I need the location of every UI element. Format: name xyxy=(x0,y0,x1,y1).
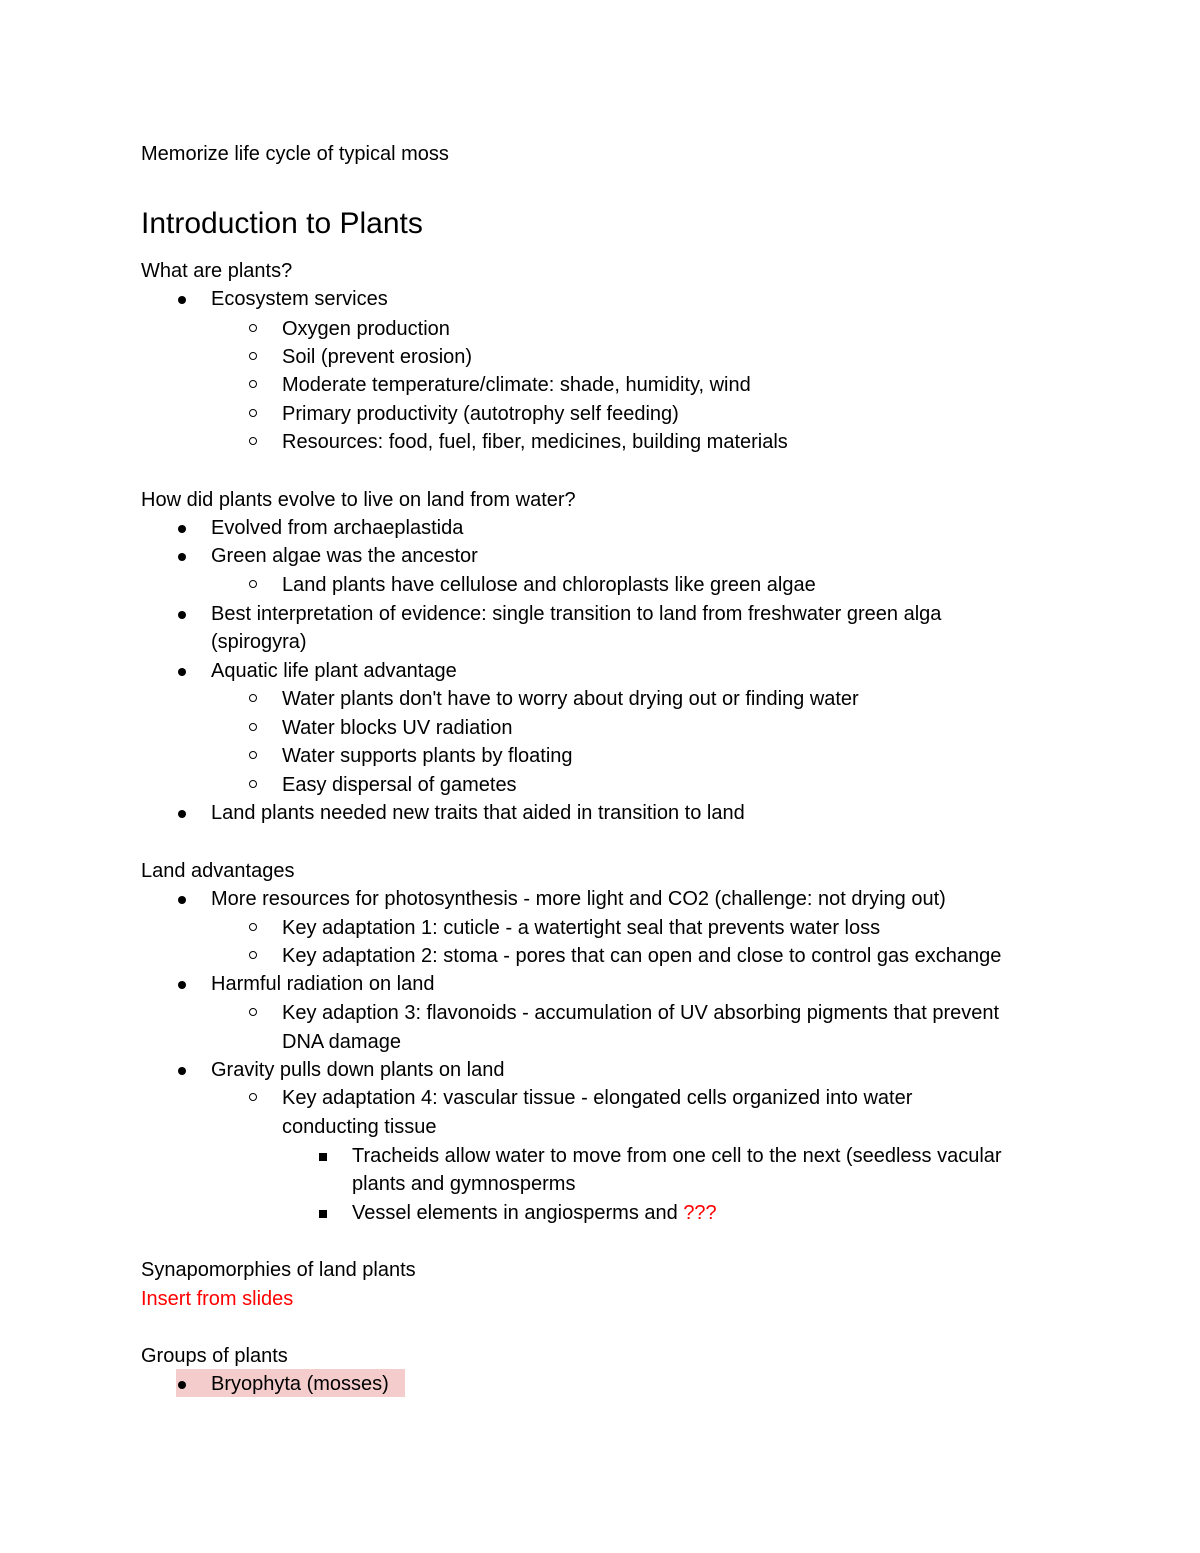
list-item: Ecosystem services xyxy=(211,288,388,310)
list-item: Oxygen production xyxy=(282,318,450,340)
bullet-circle-icon xyxy=(249,923,257,931)
list-item: Bryophyta (mosses) xyxy=(211,1373,389,1395)
list-item-continuation: plants and gymnosperms xyxy=(352,1173,576,1195)
bullet-circle-icon xyxy=(249,1008,257,1016)
list-item: Water plants don't have to worry about drying out or finding water xyxy=(282,688,859,710)
bullet-disc-icon xyxy=(178,525,186,533)
list-item: Gravity pulls down plants on land xyxy=(211,1059,505,1081)
list-item: Tracheids allow water to move from one cell to the next (seedless vacular xyxy=(352,1145,1002,1167)
bullet-circle-icon xyxy=(249,352,257,360)
bullet-circle-icon xyxy=(249,780,257,788)
bullet-circle-icon xyxy=(249,751,257,759)
bullet-circle-icon xyxy=(249,694,257,702)
list-item: More resources for photosynthesis - more light and CO2 (challenge: not drying out) xyxy=(211,888,946,910)
list-item: Green algae was the ancestor xyxy=(211,545,478,567)
list-item xyxy=(352,1199,717,1227)
page-title: Introduction to Plants xyxy=(141,207,423,240)
list-item: Key adaptation 1: cuticle - a watertight seal that prevents water loss xyxy=(282,917,881,939)
section-question-groups: Groups of plants xyxy=(141,1345,288,1367)
bullet-disc-icon xyxy=(178,668,186,676)
bullet-circle-icon xyxy=(249,324,257,332)
list-item: Key adaption 3: flavonoids - accumulation of UV absorbing pigments that prevent xyxy=(282,1002,1000,1024)
list-item: Aquatic life plant advantage xyxy=(211,660,457,682)
list-item: Key adaptation 2: stoma - pores that can open and close to control gas exchange xyxy=(282,945,1002,967)
list-item-continuation: conducting tissue xyxy=(282,1116,437,1138)
bullet-disc-icon xyxy=(178,553,186,561)
list-item: Soil (prevent erosion) xyxy=(282,346,473,368)
list-item: Water blocks UV radiation xyxy=(282,717,513,739)
list-item: Land plants needed new traits that aided in transition to land xyxy=(211,802,745,824)
bullet-square-icon xyxy=(319,1153,327,1161)
list-item: Harmful radiation on land xyxy=(211,973,435,995)
list-item-text: Vessel elements in angiosperms and xyxy=(352,1202,684,1224)
list-item: Water supports plants by floating xyxy=(282,745,573,767)
bullet-circle-icon xyxy=(249,580,257,588)
list-item: Land plants have cellulose and chloroplasts like green algae xyxy=(282,574,816,596)
list-item: Resources: food, fuel, fiber, medicines, building materials xyxy=(282,431,788,453)
unknown-marker: ??? xyxy=(683,1202,717,1224)
bullet-circle-icon xyxy=(249,380,257,388)
section-question-land-advantages: Land advantages xyxy=(141,860,295,882)
bullet-circle-icon xyxy=(249,409,257,417)
bullet-square-icon xyxy=(319,1210,327,1218)
list-item: Easy dispersal of gametes xyxy=(282,774,517,796)
bullet-disc-icon xyxy=(178,1067,186,1075)
bullet-disc-icon xyxy=(178,1381,186,1389)
bullet-circle-icon xyxy=(249,1093,257,1101)
list-item: Primary productivity (autotrophy self feeding) xyxy=(282,403,679,425)
section-question-synapomorphies: Synapomorphies of land plants xyxy=(141,1259,416,1281)
list-item: Evolved from archaeplastida xyxy=(211,517,464,539)
list-item: Best interpretation of evidence: single transition to land from freshwater green alga xyxy=(211,603,942,625)
bullet-disc-icon xyxy=(178,611,186,619)
bullet-disc-icon xyxy=(178,896,186,904)
section-question-what-are-plants: What are plants? xyxy=(141,260,293,282)
list-item: Key adaptation 4: vascular tissue - elongated cells organized into water xyxy=(282,1087,913,1109)
section-question-evolve: How did plants evolve to live on land from water? xyxy=(141,489,576,511)
header-note: Memorize life cycle of typical moss xyxy=(141,143,449,165)
list-item: Moderate temperature/climate: shade, humidity, wind xyxy=(282,374,751,396)
bullet-circle-icon xyxy=(249,723,257,731)
list-item-continuation: DNA damage xyxy=(282,1031,401,1053)
bullet-disc-icon xyxy=(178,296,186,304)
bullet-circle-icon xyxy=(249,437,257,445)
list-item-continuation: (spirogyra) xyxy=(211,631,307,653)
insert-note: Insert from slides xyxy=(141,1288,294,1310)
bullet-circle-icon xyxy=(249,951,257,959)
bullet-disc-icon xyxy=(178,810,186,818)
bullet-disc-icon xyxy=(178,981,186,989)
